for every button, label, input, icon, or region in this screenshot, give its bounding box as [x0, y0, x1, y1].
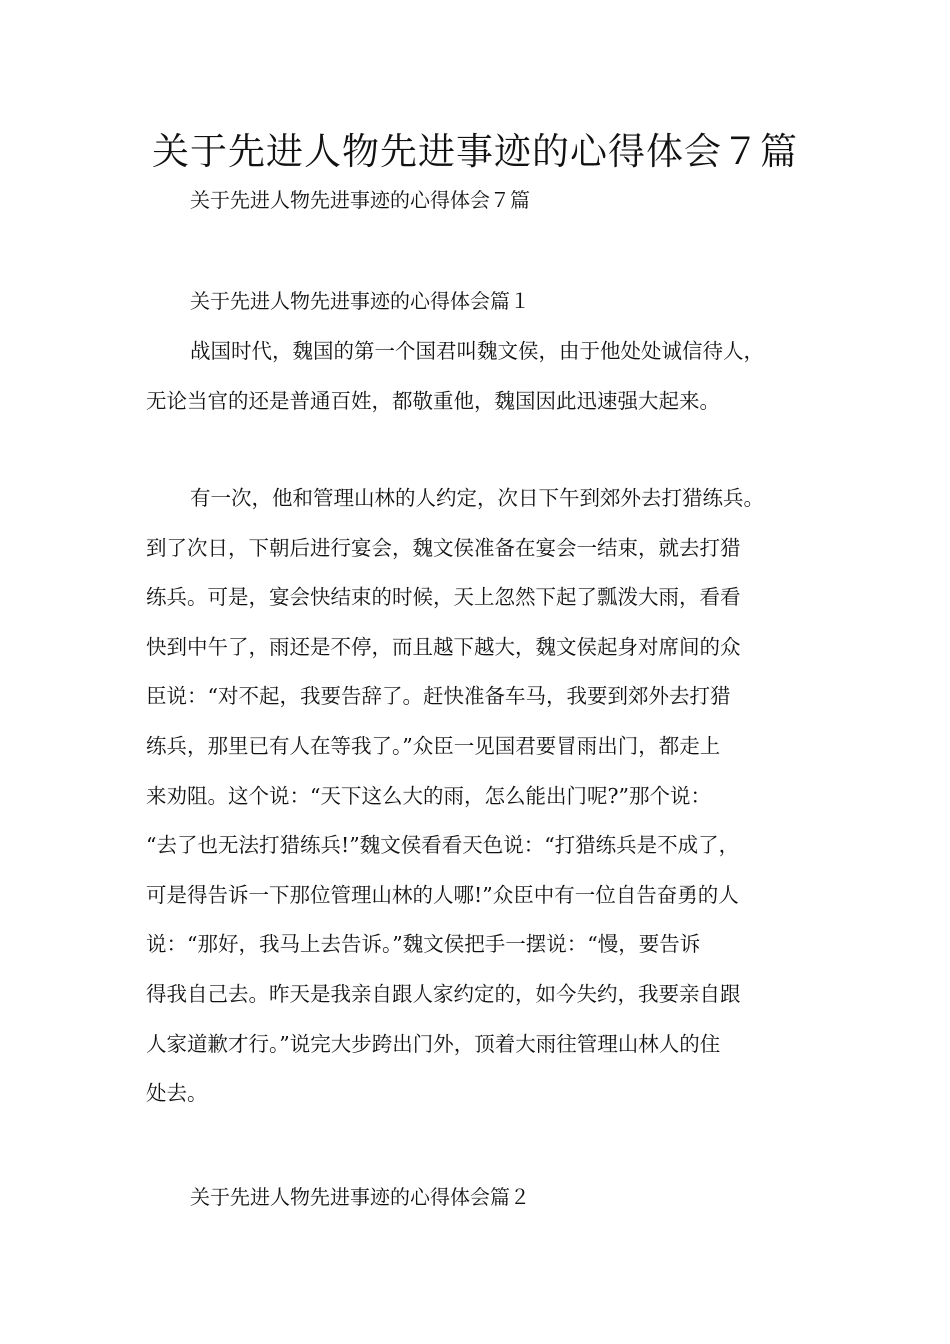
paragraph-line: 有一次，他和管理山林的人约定，次日下午到郊外去打猎练兵。 — [190, 486, 764, 510]
paragraph-line: 得我自己去。昨天是我亲自跟人家约定的，如今失约，我要亲自跟 — [146, 981, 741, 1006]
paragraph-line: 可是得告诉一下那位管理山林的人哪!”众臣中有一位自告奋勇的人 — [146, 882, 739, 907]
paragraph-line: 无论当官的还是普通百姓，都敬重他，魏国因此迅速强大起来。 — [146, 388, 720, 413]
paragraph-line: 练兵，那里已有人在等我了。”众臣一见国君要冒雨出门，都走上 — [146, 733, 721, 758]
paragraph-line: 臣说：“对不起，我要告辞了。赶快准备车马，我要到郊外去打猎 — [146, 684, 731, 709]
paragraph-line: 快到中午了，雨还是不停，而且越下越大，魏文侯起身对席间的众 — [146, 634, 741, 659]
paragraph-2 — [146, 474, 836, 1119]
paragraph-line: 处去。 — [146, 1081, 208, 1106]
paragraph-line: 说：“那好，我马上去告诉。”魏文侯把手一摆说：“慢，要告诉 — [146, 932, 701, 957]
paragraph-line: 练兵。可是，宴会快结束的时候，天上忽然下起了瓢泼大雨，看看 — [146, 585, 741, 610]
page-title: 关于先进人物先进事迹的心得体会７篇 — [152, 130, 798, 173]
document-subtitle: 关于先进人物先进事迹的心得体会７篇 — [190, 188, 530, 212]
paragraph-line: 到了次日，下朝后进行宴会，魏文侯准备在宴会一结束，就去打猎 — [146, 535, 741, 560]
section-heading-1: 关于先进人物先进事迹的心得体会篇１ — [190, 289, 530, 313]
paragraph-line: 战国时代，魏国的第一个国君叫魏文侯，由于他处处诚信待人， — [190, 339, 764, 363]
paragraph-1 — [146, 327, 836, 426]
paragraph-line: 来劝阻。这个说：“天下这么大的雨，怎么能出门呢?”那个说： — [146, 783, 711, 808]
paragraph-line: “去了也无法打猎练兵!”魏文侯看看天色说：“打猎练兵是不成了， — [146, 833, 740, 858]
section-heading-2: 关于先进人物先进事迹的心得体会篇２ — [190, 1185, 530, 1209]
paragraph-line: 人家道歉才行。”说完大步跨出门外，顶着大雨往管理山林人的住 — [146, 1031, 721, 1056]
